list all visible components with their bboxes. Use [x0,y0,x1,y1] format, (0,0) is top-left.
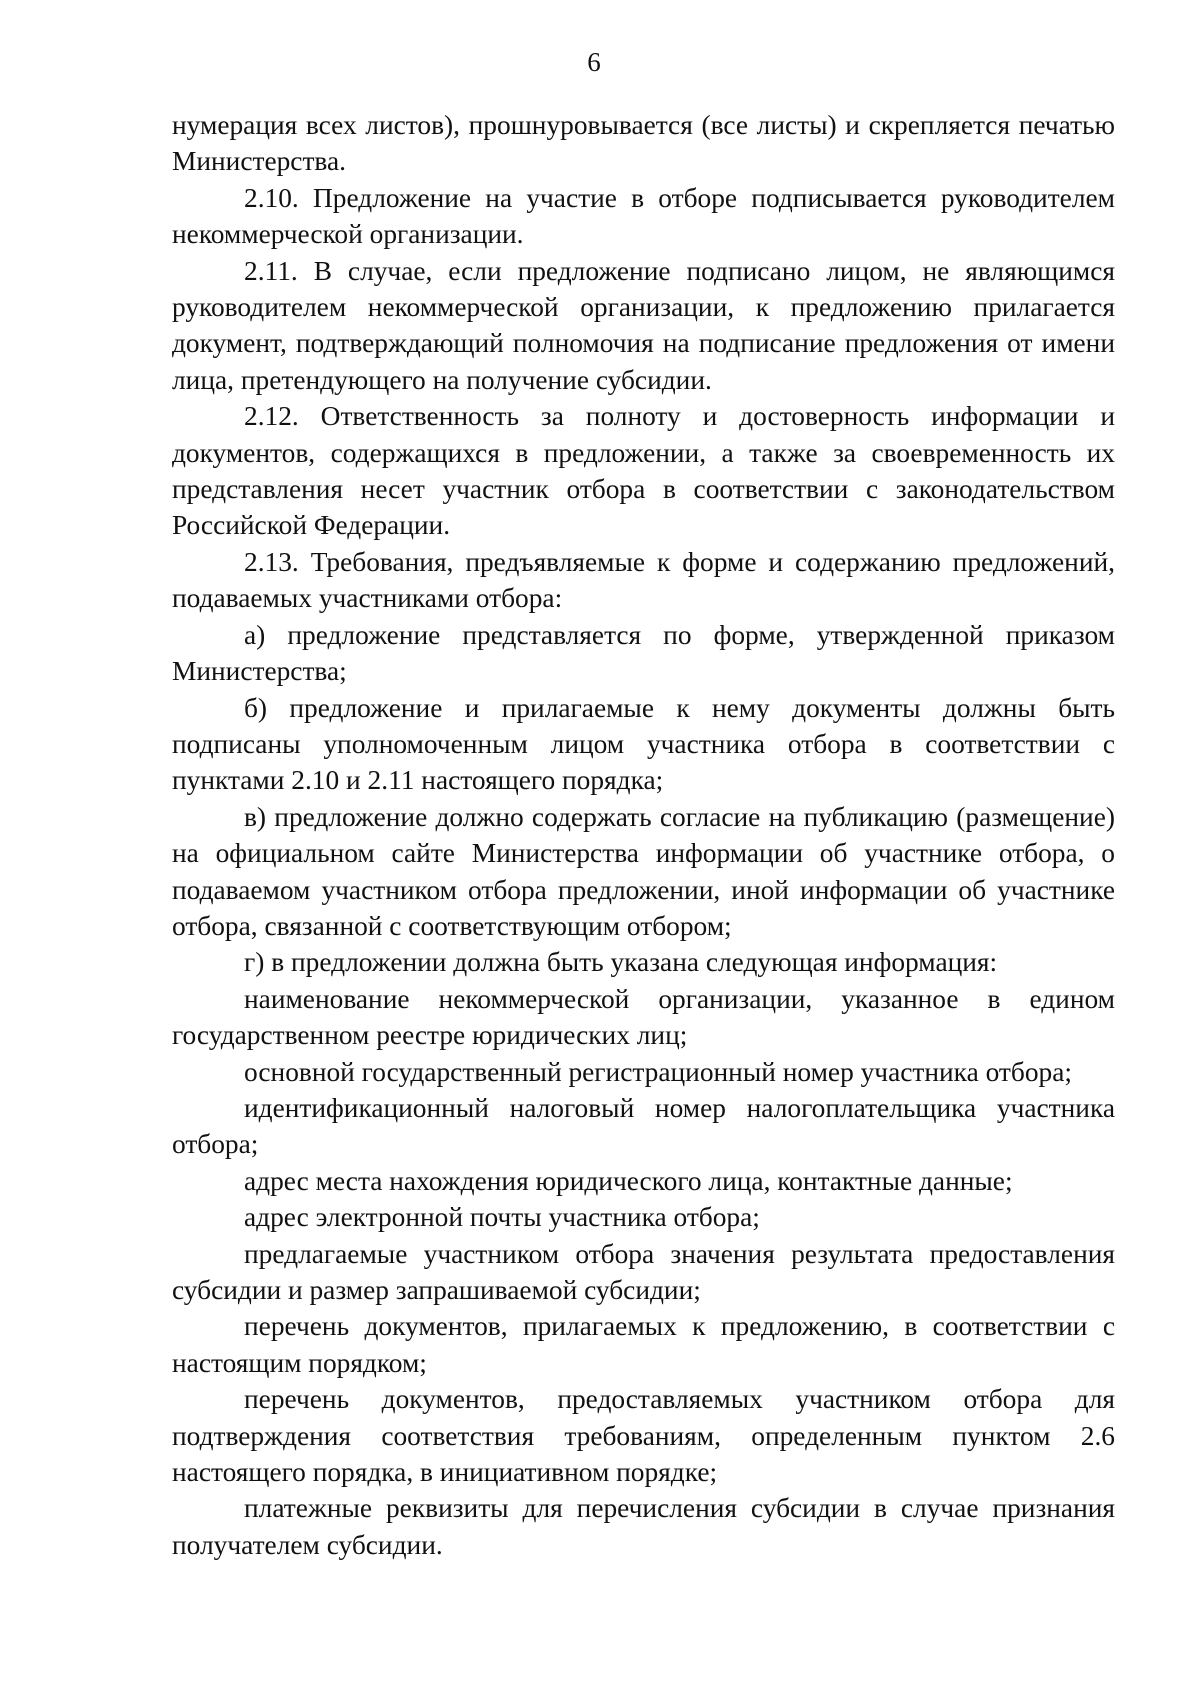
page-number: 6 [587,47,601,77]
document-body [172,107,1115,1563]
paragraph: перечень документов, прилагаемых к предложению, в соответствии с настоящим порядком; [172,1311,1115,1378]
paragraph: платежные реквизиты для перечисления субсидии в случае признания получателем субсидии. [172,1493,1115,1560]
paragraph: а) предложение представляется по форме, утвержденной приказом Министерства; [172,619,1115,687]
paragraph: адрес места нахождения юридического лица, контактные данные; [244,1165,1013,1196]
paragraph: 2.10. Предложение на участие в отборе подписывается руководителем некоммерческой организации. [172,182,1115,250]
paragraph: 2.12. Ответственность за полноту и достоверность информации и документов, содержащихся в предложении, а также за своевременность их представления несет участник отбора в соответствии с законодательством Российской Федерации. [172,401,1115,541]
paragraph: основной государственный регистрационный номер участника отбора; [244,1056,1072,1087]
paragraph: б) предложение и прилагаемые к нему документы должны быть подписаны уполномоченным лицом участника отбора в соответствии с пунктами 2.10 и 2.11 настоящего порядка; [172,692,1115,796]
paragraph: в) предложение должно содержать согласие на публикацию (размещение) на официальном сайте Министерства информации об участнике отбора, о подаваемом участником отбора предложении, иной информации об участнике отбора, связанной с соответствующим отбором; [172,801,1115,941]
paragraph: перечень документов, предоставляемых участником отбора для подтверждения соответствия требованиям, определенным пунктом 2.6 настоящего порядка, в инициативном порядке; [172,1384,1115,1488]
paragraph: адрес электронной почты участника отбора; [244,1202,760,1233]
paragraph: нумерация всех листов), прошнуровывается (все листы) и скрепляется печатью Министерства. [172,110,1115,177]
paragraph: наименование некоммерческой организации, указанное в едином государственном реестре юридических лиц; [172,983,1115,1051]
paragraph: 2.13. Требования, предъявляемые к форме и содержанию предложений, подаваемых участниками отбора: [172,546,1115,614]
paragraph: г) в предложении должна быть указана следующая информация: [244,947,998,978]
paragraph: предлагаемые участником отбора значения результата предоставления субсидии и размер запрашиваемой субсидии; [172,1238,1115,1305]
paragraph: 2.11. В случае, если предложение подписано лицом, не являющимся руководителем некоммерческой организации, к предложению прилагается документ, подтверждающий полномочия на подписание предложения от имени лица, претендующего на получение субсидии. [172,255,1115,395]
paragraph: идентификационный налоговый номер налогоплательщика участника отбора; [172,1092,1115,1160]
